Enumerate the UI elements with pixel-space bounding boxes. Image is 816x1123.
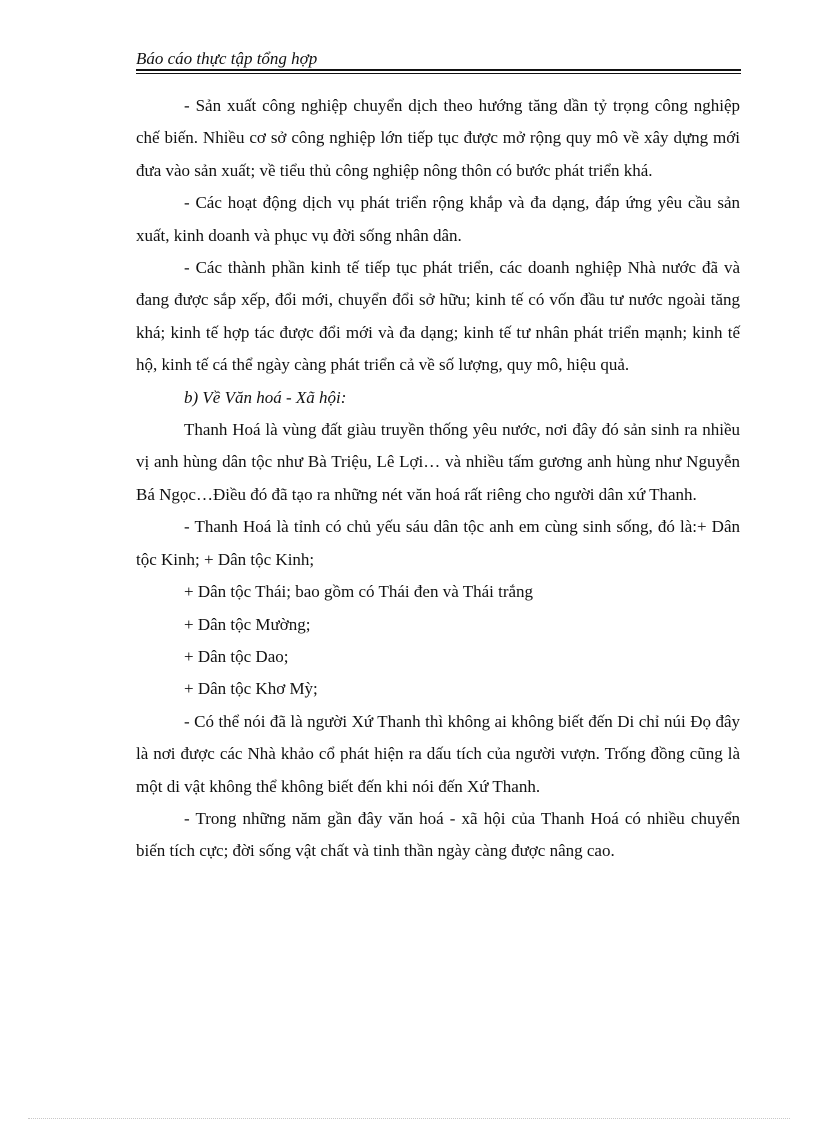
section-heading-culture-society: b) Về Văn hoá - Xã hội: <box>184 387 347 407</box>
header-rule-thick <box>136 69 741 71</box>
paragraph-economic-sectors: - Các thành phần kinh tế tiếp tục phát triển, các doanh nghiệp Nhà nước đã và đang được sắp xếp, đổi mới, chuyển đổi sở hữu; kinh tế có vốn đầu tư nước ngoài tăng khá; kinh tế hợp tác được đổi mới và đa dạng; kinh tế tư nhân phát triển mạnh; kinh tế hộ, kinh tế cá thể ngày càng phát triển cả về số lượng, quy mô, hiệu quả. <box>136 258 740 375</box>
page-bottom-border <box>28 1118 790 1119</box>
paragraph-recent-changes: - Trong những năm gần đây văn hoá - xã hội của Thanh Hoá có nhiều chuyển biến tích cực; đời sống vật chất và tinh thần ngày càng được nâng cao. <box>136 808 740 861</box>
paragraph-archaeology: - Có thể nói đã là người Xứ Thanh thì không ai không biết đến Di chỉ núi Đọ đây là nơi được các Nhà khảo cổ phát hiện ra dấu tích của người vượn. Trống đồng cũng là một di vật không thể không biết đến khi nói đến Xứ Thanh. <box>136 711 740 796</box>
document-body <box>136 90 740 868</box>
paragraph-services: - Các hoạt động dịch vụ phát triển rộng khắp và đa dạng, đáp ứng yêu cầu sản xuất, kinh doanh và phục vụ đời sống nhân dân. <box>136 193 740 245</box>
list-item-dao: + Dân tộc Dao; <box>184 646 289 666</box>
header-rule-thin <box>136 73 741 74</box>
paragraph-ethnic-groups: - Thanh Hoá là tỉnh có chủ yếu sáu dân tộc anh em cùng sinh sống, đó là:+ Dân tộc Kinh; + Dân tộc Kinh; <box>136 517 740 569</box>
paragraph-thanh-hoa-tradition: Thanh Hoá là vùng đất giàu truyền thống yêu nước, nơi đây đó sản sinh ra nhiều vị anh hùng dân tộc như Bà Triệu, Lê Lợi… và nhiều tấm gương anh hùng như Nguyễn Bá Ngọc…Điều đó đã tạo ra những nét văn hoá rất riêng cho người dân xứ Thanh. <box>136 420 740 504</box>
list-item-kho-my: + Dân tộc Khơ Mỳ; <box>184 679 318 699</box>
list-item-muong: + Dân tộc Mường; <box>184 614 311 634</box>
list-item-thai: + Dân tộc Thái; bao gồm có Thái đen và Thái trắng <box>184 582 534 602</box>
page-header <box>136 49 741 71</box>
paragraph-industry: - Sản xuất công nghiệp chuyển dịch theo hướng tăng dần tỷ trọng công nghiệp chế biến. Nhiều cơ sở công nghiệp lớn tiếp tục được mở rộng quy mô về xây dựng mới đưa vào sản xuất; về tiểu thủ công nghiệp nông thôn có bước phát triển khá. <box>136 96 740 180</box>
header-title: Báo cáo thực tập tổng hợp <box>136 49 318 68</box>
